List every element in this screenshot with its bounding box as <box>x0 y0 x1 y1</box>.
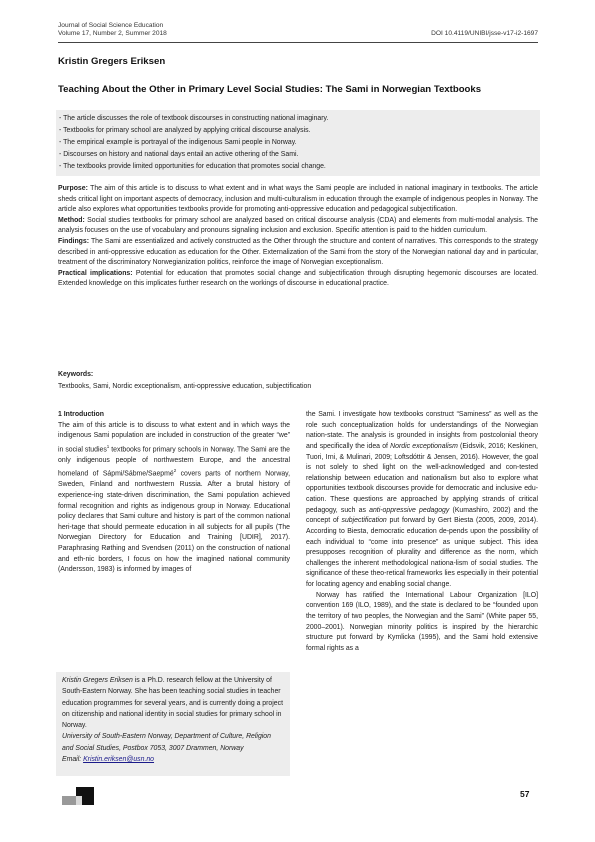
bio-name: Kristin Gregers Eriksen <box>62 677 133 684</box>
highlight-item: - Textbooks for primary school are analyzed by applying critical discourse analysis. <box>59 127 311 135</box>
abstract-practical <box>58 269 538 290</box>
bio-email-label: Email: <box>62 756 84 764</box>
header-rule <box>58 42 538 43</box>
intro-paragraph-2: Norway has ratified the International Labour Organization [ILO] convention 169 (ILO, 1989), and the state is declared to be “founded upon the territory of two peoples, the Norwegian and the Sami” (White paper 55, 2000–2001). Norwegian minority politics is inspired by the hierarchic structure put forward by Kymlicka (1995), and the Sami hold extensive formal rights as a <box>306 591 538 652</box>
highlight-item: - Discourses on history and national days entail an active othering of the Sami. <box>59 151 299 159</box>
method-label: Method: <box>58 216 85 224</box>
author-bio-box <box>56 672 290 776</box>
page-number: 57 <box>520 789 530 799</box>
doi: DOI 10.4119/UNIBI/jsse-v17-i2-1697 <box>431 30 538 38</box>
bio-email-link[interactable]: Kristin.eriksen@usn.no <box>83 756 155 764</box>
running-header <box>58 22 538 39</box>
volume-info: Volume 17, Number 2, Summer 2018 <box>58 30 167 38</box>
section-heading: 1 Introduction <box>58 411 104 418</box>
logo-block-grey <box>62 796 76 805</box>
abstract <box>58 184 538 290</box>
column-left <box>58 410 290 576</box>
bio-text: is a Ph.D. research fellow at the University of South-Eastern Norway. She has been teaching social studies in teacher education programmes for several years, and is currently doing a project on citizenship and national identity in social studies for primary school in Norway. <box>62 677 283 730</box>
keywords-text: Textbooks, Sami, Nordic exceptionalism, anti-oppressive education, subjectification <box>58 383 312 390</box>
highlights-box <box>56 110 540 176</box>
highlight-item: - The article discusses the role of textbook discourses in constructing national imaginary. <box>59 115 329 122</box>
journal-name: Journal of Social Science Education <box>58 22 164 29</box>
column-right <box>306 410 538 654</box>
footnote-ref[interactable]: 2 <box>173 468 177 474</box>
footnote-ref[interactable]: 1 <box>106 443 110 449</box>
intro-paragraph: The aim of this article is to discuss to what extent and in which ways the indigenous Sami population are included in construction of the greater “we” in social studies$^1$ textbooks for primary schools in Norway. The Sami are the only indigenous people of northwestern Europe, and the ancestral homeland of Sápmi/Sábme/Saepmé$^2$ covers parts of northern Norway, Sweden, Finland and northwestern Russia. After a brutal history of experience-ing state-driven discrimination, the Sami population achieved formal recognition and rights as indigenous group in Norway. Educational policy declares that Sami culture and history is part of the common national heri-tage that should permeate education in all subjects for all pupils (The Norwegian Directory for Education and Training [UDIR], 2017). Paraphrasing Røthing and Svendsen (2011) on the construction of national and eth-nic borders, I focus on how the imagined national community (Andersson, 1983) is informed by images of <box>58 421 291 574</box>
practical-label: Practical implications: <box>58 269 133 277</box>
article-title: Teaching About the Other in Primary Level Social Studies: The Sami in Norwegian Textbooks <box>58 84 482 95</box>
findings-label: Findings: <box>58 237 90 245</box>
abstract-method <box>58 216 538 237</box>
author-name: Kristin Gregers Eriksen <box>58 56 166 67</box>
highlight-item: - The textbooks provide limited opportunities for education that promotes social change. <box>59 163 326 171</box>
keywords-label: Keywords: <box>58 371 94 378</box>
logo-block-light <box>76 796 82 805</box>
intro-paragraph-continued: the Sami. I investigate how textbooks construct “Saminess” as well as the role such conceptualization holds for understandings of the Norwegian nation-state. The analysis is grounded in insights from postcolonial theory and specifically the idea of Nordic exceptionalism (Eidsvik, 2016; Keskinen, Tuori, Irni, & Mulinari, 2009; Loftsdóttir & Jensen, 2016). However, the goal is not solely to shed light on the well-acknowledged and con-tested relationship between education and nationalism but also to explore what opportunities textbook discourses provide for democratic and inclusive edu-cation. These questions are approached by applying strands of critical pedagogy, such as anti-oppressive pedagogy (Kumashiro, 2002) and the concept of subjectification put forward by Gert Biesta (2005, 2009, 2014). According to Biesta, democratic education de-pends upon the possibility of each individual to “come into presence” as unique subject. This idea presupposes recognition of plurality and difference as the norm, which challenges the inherent methodological nationa-lism of social studies. The significance of these theo-retical frameworks lies especially in their potential for locating agency and enabling social change. <box>306 411 538 588</box>
highlight-item: - The empirical example is portrayal of the indigenous Sami people in Norway. <box>59 139 297 147</box>
practical-text: Potential for education that promotes social change and subjectification through disrupting hegemonic discourses are located. Extended knowledge on this implicates further research on the workings of discourse in educational practice. <box>58 269 538 288</box>
purpose-text: The aim of this article is to discuss to what extent and in what ways the Sami people are included in national imaginary in textbooks. The article sheds critical light on important aspects of democracy, inclusion and multi-culturalism in education through the example of indigenous peoples in Norway. The article also explores what opportunities textbooks provide for promoting anti-oppressive education and pedagogical subjectification. <box>58 185 538 214</box>
abstract-purpose <box>58 184 538 216</box>
abstract-findings <box>58 237 538 269</box>
journal-logo-blocks <box>62 787 94 805</box>
findings-text: The Sami are essentialized and actively constructed as the Other through the structure and content of narratives. This corresponds to the strategy described in anti-oppressive education as education for the Other. Externalization of the Sami from the story of the Norwegian national day and in particular, treatment of the discriminatory Norwegianization politics, reinforce the image of Norwegian exceptionalism. <box>58 237 538 267</box>
method-text: Social studies textbooks for primary school are analyzed based on critical discourse analysis (CDA) and elements from multi-modal analysis. The analysis focuses on the use of vocabulary and pronouns signaling inclusion and exclusion. Specific attention is paid to the hidden curriculum. <box>58 216 538 235</box>
bio-affiliation: University of South-Eastern Norway, Department of Culture, Religion and Social Studies, Postbox 7053, 3007 Drammen, Norway <box>62 733 271 752</box>
purpose-label: Purpose: <box>58 185 88 192</box>
